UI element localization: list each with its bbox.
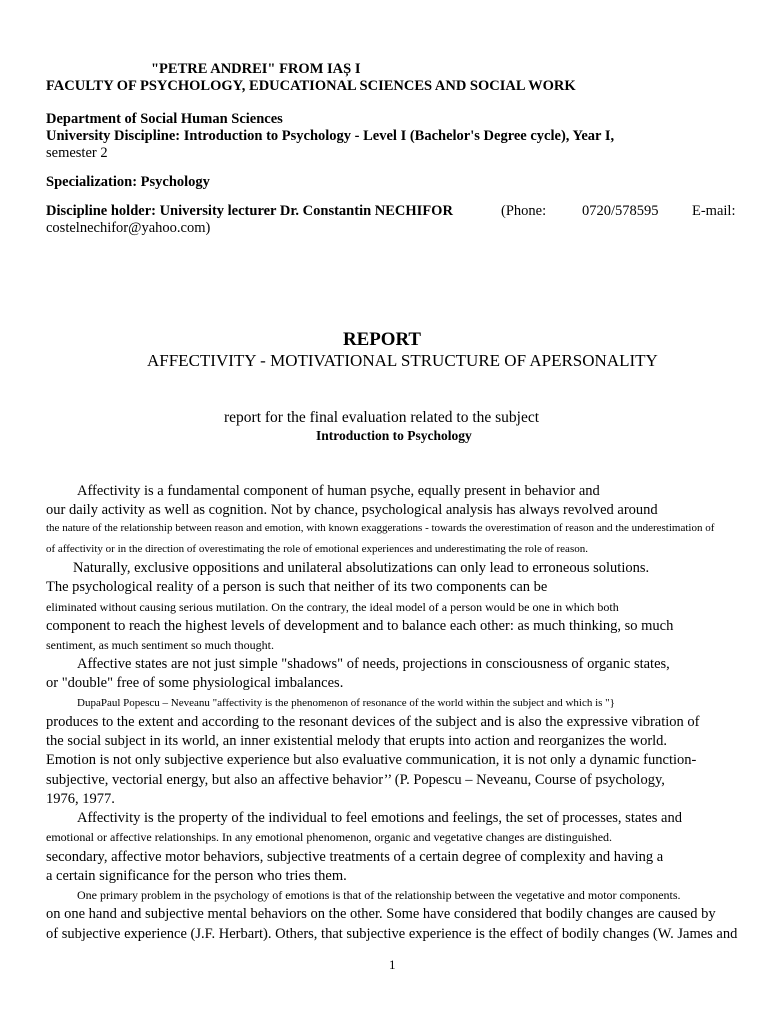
- report-subject: Introduction to Psychology: [316, 428, 472, 443]
- report-purpose: report for the final evaluation related to the subject: [224, 409, 540, 426]
- body-line: Affectivity is the property of the individual to feel emotions and feelings, the set of processes, states and: [77, 810, 682, 826]
- body-line: emotional or affective relationships. In any emotional phenomenon, organic and vegetative changes are distinguished.: [46, 830, 613, 844]
- faculty-name: FACULTY OF PSYCHOLOGY, EDUCATIONAL SCIENCES AND SOCIAL WORK: [46, 78, 576, 94]
- holder-phone: 0720/578595: [582, 203, 659, 219]
- body-line: of affectivity or in the direction of overestimating the role of emotional experiences and underestimating the role of reason.: [46, 543, 588, 555]
- body-line: Emotion is not only subjective experience but also evaluative communication, it is not only a dynamic function-: [46, 752, 697, 768]
- body-line: The psychological reality of a person is such that neither of its two components can be: [46, 579, 548, 595]
- body-line: sentiment, as much sentiment so much thought.: [46, 638, 274, 652]
- discipline-line-1: University Discipline: Introduction to Psychology - Level I (Bachelor's Degree cycle), Year I,: [46, 128, 615, 144]
- report-heading: REPORT: [342, 329, 422, 350]
- university-name: "PETRE ANDREI" FROM IAȘ I: [151, 61, 361, 77]
- body-line: the nature of the relationship between reason and emotion, with known exaggerations - towards the overestimation of reason and the underestimation of: [46, 522, 715, 534]
- body-line: DupaPaul Popescu – Neveanu "affectivity is the phenomenon of resonance of the world within the subject and which is "}: [77, 697, 615, 709]
- body-line: produces to the extent and according to the resonant devices of the subject and is also the expressive vibration of: [46, 714, 700, 730]
- specialization: Specialization: Psychology: [46, 174, 210, 190]
- body-line: the social subject in its world, an inner existential melody that erupts into action and reorganizes the world.: [46, 733, 668, 749]
- body-line: eliminated without causing serious mutilation. On the contrary, the ideal model of a person would be one in which both: [46, 600, 619, 614]
- holder-phone-label: (Phone:: [501, 203, 547, 219]
- body-line: on one hand and subjective mental behaviors on the other. Some have considered that bodily changes are caused by: [46, 906, 716, 922]
- body-line: Naturally, exclusive oppositions and unilateral absolutizations can only lead to erroneous solutions.: [73, 560, 650, 576]
- body-line: component to reach the highest levels of development and to balance each other: as much thinking, so much: [46, 618, 674, 634]
- body-line: of subjective experience (J.F. Herbart). Others, that subjective experience is the effect of bodily changes (W. James and: [46, 926, 738, 942]
- body-line: secondary, affective motor behaviors, subjective treatments of a certain degree of complexity and having a: [46, 849, 664, 865]
- holder-email-label: E-mail:: [692, 203, 736, 219]
- body-line: 1976, 1977.: [46, 791, 115, 807]
- body-line: One primary problem in the psychology of emotions is that of the relationship between the vegetative and motor components.: [77, 888, 681, 902]
- page-number: 1: [389, 957, 396, 972]
- body-line: Affective states are not just simple "shadows" of needs, projections in consciousness of organic states,: [77, 656, 670, 672]
- body-line: or "double" free of some physiological imbalances.: [46, 675, 344, 691]
- body-line: Affectivity is a fundamental component of human psyche, equally present in behavior and: [77, 483, 600, 499]
- discipline-line-2: semester 2: [46, 145, 108, 161]
- department-name: Department of Social Human Sciences: [46, 111, 283, 127]
- body-line: subjective, vectorial energy, but also an affective behavior’’ (P. Popescu – Neveanu, Course of psychology,: [46, 772, 665, 788]
- holder-email: costelnechifor@yahoo.com): [46, 220, 211, 236]
- body-line: our daily activity as well as cognition. Not by chance, psychological analysis has always revolved around: [46, 502, 658, 518]
- report-subtitle: AFFECTIVITY - MOTIVATIONAL STRUCTURE OF APERSONALITY: [147, 351, 658, 370]
- discipline-holder: Discipline holder: University lecturer Dr. Constantin NECHIFOR: [46, 203, 453, 219]
- body-line: a certain significance for the person who tries them.: [46, 868, 347, 884]
